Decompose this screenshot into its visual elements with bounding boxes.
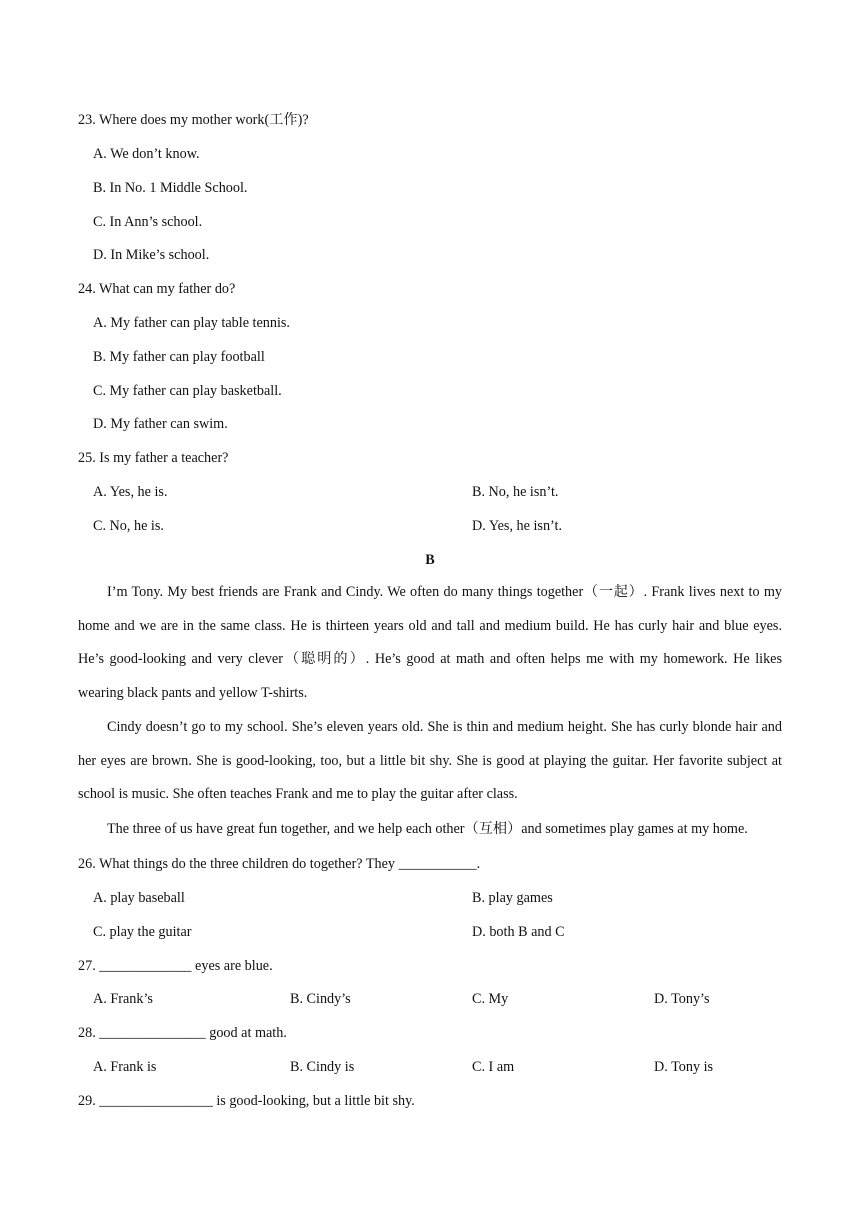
question-23: 23. Where does my mother work(工作)? xyxy=(78,112,309,128)
option-27-a: A. Frank’s xyxy=(93,991,153,1007)
passage-paragraph-2: Cindy doesn’t go to my school. She’s eleven years old. She is thin and medium height. She has curly blonde hair and her eyes are brown. She is good-looking, too, but a little bit shy. She is good at playing the guitar. Her favorite subject at school is music. She often teaches Frank and me to play the guitar after class. xyxy=(78,719,782,803)
option-24-d: D. My father can swim. xyxy=(93,416,228,432)
option-24-a: A. My father can play table tennis. xyxy=(93,315,290,331)
question-26: 26. What things do the three children do together? They ___________. xyxy=(78,856,481,872)
option-26-c: C. play the guitar xyxy=(93,924,192,940)
option-24-b: B. My father can play football xyxy=(93,349,265,365)
option-25-a: A. Yes, he is. xyxy=(93,484,168,500)
option-25-d: D. Yes, he isn’t. xyxy=(472,518,563,534)
option-26-d: D. both B and C xyxy=(472,924,565,940)
question-29: 29. ________________ is good-looking, but a little bit shy. xyxy=(78,1093,415,1109)
passage-paragraph-1: I’m Tony. My best friends are Frank and Cindy. We often do many things together（一起）. Frank lives next to my home and we are in the same class. He is thirteen years old and tall and medium build. He has curly hair and blue eyes. He’s good-looking and very clever（聪明的）. He’s good at math and often helps me with my homework. He likes wearing black pants and yellow T-shirts. xyxy=(78,584,782,702)
question-28: 28. _______________ good at math. xyxy=(78,1025,287,1041)
option-24-c: C. My father can play basketball. xyxy=(93,383,282,399)
option-28-d: D. Tony is xyxy=(654,1059,714,1075)
option-23-c: C. In Ann’s school. xyxy=(93,214,203,230)
option-28-c: C. I am xyxy=(472,1059,515,1075)
option-26-a: A. play baseball xyxy=(93,890,185,906)
question-24: 24. What can my father do? xyxy=(78,281,236,297)
question-27: 27. _____________ eyes are blue. xyxy=(78,958,273,974)
option-27-b: B. Cindy’s xyxy=(290,991,351,1007)
option-23-a: A. We don’t know. xyxy=(93,146,200,162)
question-25: 25. Is my father a teacher? xyxy=(78,450,229,466)
section-b-heading: B xyxy=(425,552,435,568)
passage-paragraph-3: The three of us have great fun together, and we help each other（互相）and sometimes play games at my home. xyxy=(107,821,748,837)
option-23-d: D. In Mike’s school. xyxy=(93,247,210,263)
option-27-c: C. My xyxy=(472,991,509,1007)
option-28-b: B. Cindy is xyxy=(290,1059,355,1075)
option-26-b: B. play games xyxy=(472,890,553,906)
option-27-d: D. Tony’s xyxy=(654,991,710,1007)
option-25-c: C. No, he is. xyxy=(93,518,164,534)
option-23-b: B. In No. 1 Middle School. xyxy=(93,180,248,196)
option-28-a: A. Frank is xyxy=(93,1059,157,1075)
option-25-b: B. No, he isn’t. xyxy=(472,484,559,500)
